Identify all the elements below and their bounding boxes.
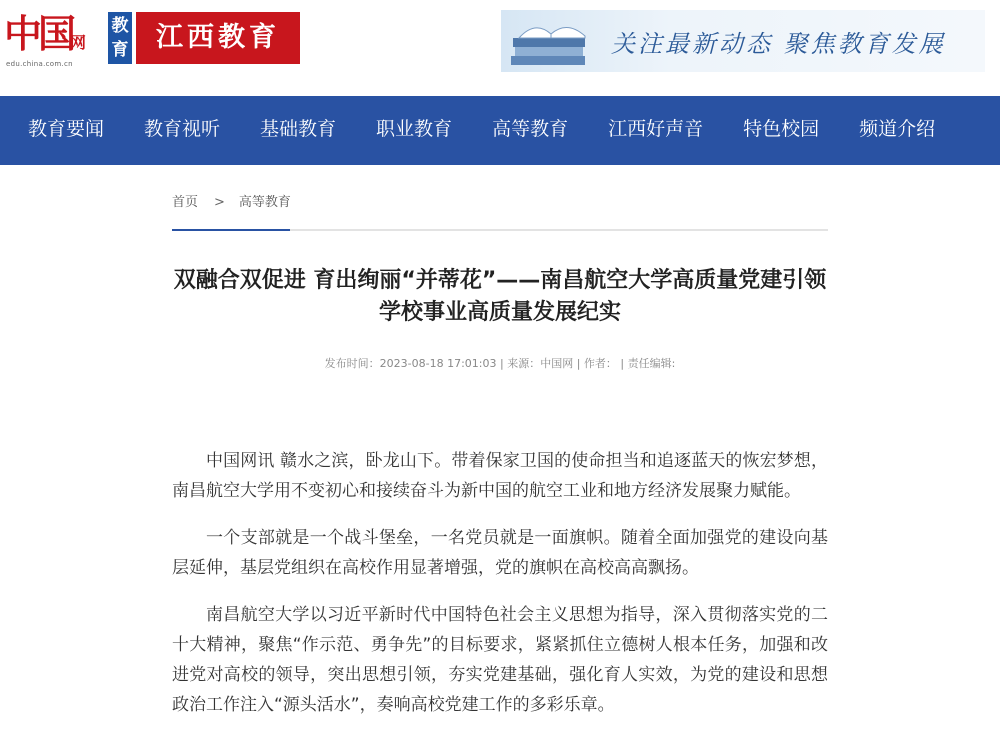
article-meta: 发布时间：2023-08-18 17:01:03 | 来源：中国网 | 作者： | 责任编辑: xyxy=(324,357,676,370)
breadcrumb-separator: > xyxy=(214,195,225,210)
article-paragraph: 中国网讯 赣水之滨，卧龙山下。带着保家卫国的使命担当和追逐蓝天的恢宏梦想，南昌航空大学用不变初心和接续奋斗为新中国的航空工业和地方经济发展聚力赋能。 xyxy=(172,451,828,501)
breadcrumb-current-link[interactable]: 高等教育 xyxy=(238,195,291,210)
main-nav xyxy=(0,96,1000,165)
article-title: 双融合双促进 育出绚丽“并蒂花”——南昌航空大学高质量党建引领学校事业高质量发展纪实 xyxy=(173,268,827,325)
nav-item-4[interactable]: 高等教育 xyxy=(492,118,569,140)
breadcrumb xyxy=(172,191,291,210)
article-paragraph: 一个支部就是一个战斗堡垒，一名党员就是一面旗帜。随着全面加强党的建设向基层延伸，基层党组织在高校作用显著增强，党的旗帜在高校高高飘扬。 xyxy=(172,528,828,578)
wang-logo-text: 网 xyxy=(70,33,87,52)
books-icon xyxy=(507,16,593,70)
nav-item-5[interactable]: 江西好声音 xyxy=(608,118,704,140)
divider-accent xyxy=(172,229,290,231)
article-paragraph: 南昌航空大学以习近平新时代中国特色社会主义思想为指导，深入贯彻落实党的二十大精神，聚焦“作示范、勇争先”的目标要求，紧紧抓住立德树人根本任务，加强和改进党对高校的领导，突出思想引领，夯实党建基础，强化育人实效，为党的建设和思想政治工作注入“源头活水”，奏响高校党建工作的多彩乐章。 xyxy=(172,605,828,715)
header-banner xyxy=(501,10,985,72)
education-logo-badge[interactable]: 教育 xyxy=(108,12,132,64)
site-header xyxy=(0,0,1000,96)
breadcrumb-home-link[interactable]: 首页 xyxy=(172,195,199,210)
banner-slogan: 关注最新动态 聚焦教育发展 xyxy=(611,30,946,58)
nav-item-1[interactable]: 教育视听 xyxy=(144,118,221,140)
china-logo-text: 中国 xyxy=(4,11,73,56)
nav-item-2[interactable]: 基础教育 xyxy=(260,118,337,140)
nav-item-0[interactable]: 教育要闻 xyxy=(28,118,105,140)
jiangxi-education-logo[interactable]: 江西教育 xyxy=(136,12,300,64)
nav-item-7[interactable]: 频道介绍 xyxy=(859,118,936,140)
nav-item-6[interactable]: 特色校园 xyxy=(743,118,820,140)
article-body xyxy=(172,446,828,737)
logo-url-text: edu.china.com.cn xyxy=(6,60,73,68)
nav-item-3[interactable]: 职业教育 xyxy=(376,118,453,140)
breadcrumb-divider xyxy=(172,229,828,231)
china-net-logo[interactable] xyxy=(4,10,96,70)
